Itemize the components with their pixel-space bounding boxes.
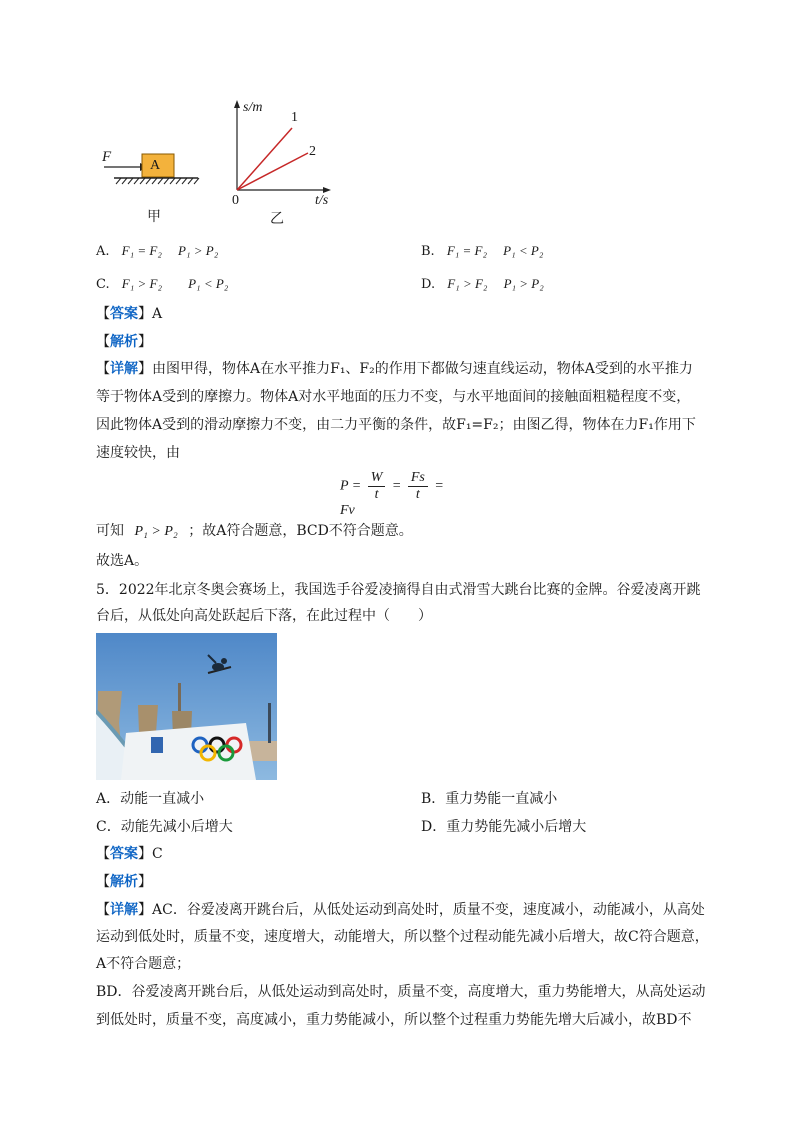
- origin-label: 0: [232, 193, 239, 208]
- option-letter: D.: [421, 277, 436, 292]
- option-force: F₁ = F₂: [446, 243, 488, 258]
- ski-jump-photo: [96, 633, 277, 780]
- conclusion-math: P₁ > P₂: [134, 524, 178, 539]
- q5-answer: 【答案】C: [96, 846, 163, 862]
- option-force: F₁ > F₂: [121, 276, 162, 291]
- detail-text: AC．谷爱凌离开跳台后，从低处运动到高处时，质量不变，速度减小，动能减小，从高处: [152, 902, 705, 918]
- x-axis-label: [315, 193, 328, 209]
- option-force: F₁ = F₂: [121, 243, 162, 258]
- option-letter: C.: [96, 277, 110, 292]
- q4-analysis: 【解析】: [96, 334, 152, 350]
- q5-option-b: B．重力势能一直减小: [421, 791, 558, 807]
- y-axis-label: [243, 100, 262, 116]
- ski-jump-photo-svg: [96, 633, 277, 780]
- q5-stem-line: 5．2022年北京冬奥会赛场上，我国选手谷爱凌摘得自由式滑雪大跳台比赛的金牌。谷爱凌离开跳: [96, 582, 701, 598]
- block-label: A: [150, 158, 161, 173]
- option-power: P₁ < P₂: [503, 243, 544, 258]
- option-power: P₁ > P₂: [178, 243, 219, 258]
- answer-value: A: [152, 306, 163, 322]
- answer-tag: 答案: [110, 846, 138, 862]
- y-axis-text: s/m: [243, 100, 263, 115]
- conclusion-prefix: 可知: [96, 523, 124, 539]
- q5-stem-line: 台后，从低处向高处跃起后下落，在此过程中（ ）: [96, 608, 432, 624]
- q5-detail-line: A不符合题意；: [96, 956, 191, 972]
- caption-jia: 甲: [147, 209, 161, 225]
- conclusion-suffix: ；故A符合题意，BCD不符合题意。: [188, 523, 413, 539]
- option-power: P₁ < P₂: [188, 276, 229, 291]
- graph-line-1: [237, 128, 292, 190]
- line-2-label: 2: [309, 144, 316, 159]
- q4-option-a: [96, 241, 218, 262]
- q4-option-d: [421, 274, 544, 295]
- q5-analysis: 【解析】: [96, 874, 152, 890]
- q5-option-a: A．动能一直减小: [96, 791, 205, 807]
- option-letter: A.: [96, 244, 110, 259]
- option-letter: B.: [421, 244, 435, 259]
- q4-option-c: [96, 274, 228, 295]
- q4-conclusion: [96, 521, 413, 542]
- answer-tag: 答案: [110, 306, 138, 322]
- q4-answer: 【答案】A: [96, 306, 163, 322]
- analysis-tag: 解析: [110, 334, 138, 350]
- caption-yi: 乙: [270, 211, 284, 227]
- q4-final: 故选A。: [96, 553, 149, 569]
- line-1-label: 1: [291, 110, 298, 125]
- answer-value: C: [152, 846, 163, 862]
- power-formula: P = $\frac{W}{t}$ = $\frac{Fs}{t}$ = Fv: [340, 470, 444, 518]
- q4-detail-line: 等于物体A受到的摩擦力。物体A对水平地面的压力不变，与水平地面间的接触面粗糙程度不变，: [96, 389, 691, 405]
- q4-detail-line: 因此物体A受到的滑动摩擦力不变，由二力平衡的条件，故F₁=F₂；由图乙得，物体在力F₁作用下: [96, 417, 696, 433]
- q5-option-d: D．重力势能先减小后增大: [421, 819, 587, 835]
- q4-option-b: [421, 241, 543, 262]
- force-label: F: [102, 149, 112, 165]
- ground-hatch: [116, 178, 199, 184]
- analysis-tag: 解析: [110, 874, 138, 890]
- graph-line-2: [237, 153, 308, 190]
- detail-tag: 详解: [110, 361, 138, 377]
- q5-option-c: C．动能先减小后增大: [96, 819, 233, 835]
- q5-detail-line: BD．谷爱凌离开跳台后，从低处运动到高处时，质量不变，高度增大，重力势能增大，从高处运动: [96, 984, 706, 1000]
- detail-text: 由图甲得，物体A在水平推力F₁、F₂的作用下都做匀速直线运动，物体A受到的水平推力: [152, 361, 693, 377]
- q5-detail-line: 【详解】AC．谷爱凌离开跳台后，从低处运动到高处时，质量不变，速度减小，动能减小，从高处: [96, 902, 705, 918]
- option-power: P₁ > P₂: [503, 276, 544, 291]
- x-axis-text: t/s: [315, 193, 329, 208]
- y-arrowhead: [234, 100, 240, 108]
- q5-detail-line: 到低处时，质量不变，高度减小，重力势能减小，所以整个过程重力势能先增大后减小，故BD不: [96, 1012, 692, 1028]
- detail-tag: 详解: [110, 902, 138, 918]
- q4-detail-line: 速度较快，由: [96, 445, 180, 461]
- option-force: F₁ > F₂: [447, 276, 488, 291]
- q5-detail-line: 运动到低处时，质量不变，速度增大，动能增大，所以整个过程动能先减小后增大，故C符合题意，: [96, 929, 709, 945]
- q4-detail-line: 【详解】由图甲得，物体A在水平推力F₁、F₂的作用下都做匀速直线运动，物体A受到的水平推力: [96, 361, 693, 377]
